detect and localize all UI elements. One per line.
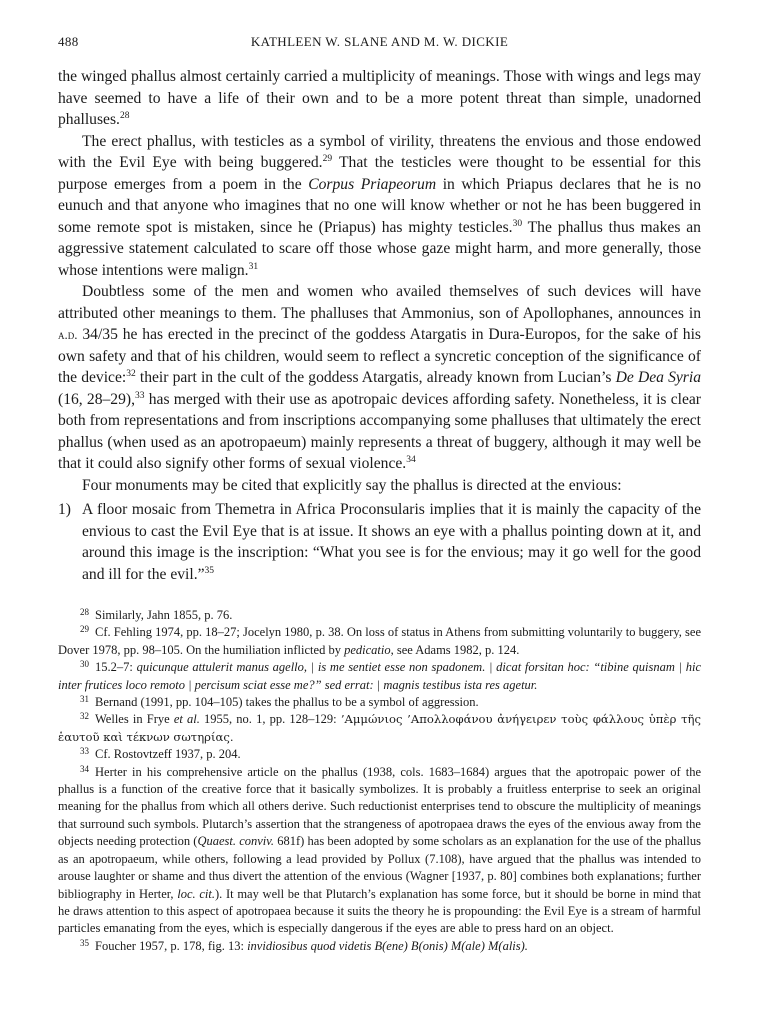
footnote-31 <box>58 694 701 711</box>
footnote-number: 28 <box>80 607 89 617</box>
text-run: (16, 28–29), <box>58 390 135 408</box>
footnote-ref-35: 35 <box>204 565 215 576</box>
item-text <box>82 499 701 585</box>
text-run: Doubtless some of the men and women who availed themselves of such devices will have attributed other meanings to them. The phalluses that Ammonius, son of Apollophanes, announces in <box>58 283 701 322</box>
text-run: the winged phallus almost certainly carried a multiplicity of meanings. Those with wings and legs may have seemed to have a life of their own and to be a more potent threat than simple, unadorned phalluses. <box>58 68 701 128</box>
footnote-ref-33: 33 <box>135 390 145 401</box>
greek-inscription: ’Αμμώνιος ’Απολλοφάνου ἀνήγειρεν τοὺς φάλλους ὑπὲρ τῆς ἑαυτοῦ καὶ τέκνων σωτηρίας. <box>58 712 701 744</box>
footnote-text: Herter in his comprehensive article on the phallus (1938, cols. 1683–1684) argues that the apotropaic power of the phallus is a function of the creative force that it basically symbolizes. It is probably a fruitless enterprise to seek an original meaning for the phallus from which all others derive. Such reductionist enterprises tend to obscure the multiplicity of meanings that surround such symbols. Plutarch’s assertion that the strangeness of apotropaea draws the eyes of the envious away from the objects needing protection ( <box>58 764 701 849</box>
text-run: A floor mosaic from Themetra in Africa Proconsularis implies that it is mainly the capacity of the envious to cast the Evil Eye that is at issue. It shows an eye with a phallus pointing down at it, and around this image is the inscription: “What you see is for the envious; may it go well for the good and ill for the evil.” <box>82 501 701 583</box>
item-number: 1) <box>58 501 71 518</box>
footnote-text: 15.2–7: <box>95 660 137 675</box>
footnote-ref-30: 30 <box>512 218 523 229</box>
page <box>58 34 701 955</box>
text-run: has merged with their use as apotropaic devices affording safety. Nonetheless, it is clear both from representations and from inscriptions accompanying some phalluses that ultimately the erect phallus (when used as an apotropaeum) mainly represents a threat of buggery, although it may well be that it could also signify other forms of sexual violence. <box>58 390 701 472</box>
footnotes <box>58 607 701 955</box>
footnote-number: 29 <box>80 624 89 635</box>
footnote-text: Welles in Frye <box>95 712 174 727</box>
footnote-text: , see Adams 1982, p. 124. <box>390 642 520 657</box>
footnote-italic: loc. cit. <box>177 886 215 901</box>
footnote-35 <box>58 938 701 955</box>
footnote-ref-32: 32 <box>126 369 136 379</box>
footnote-italic: quicunque attulerit manus agello, | is me sentiet esse non spadonem. | dicat forsitan hoc: “tibine quisnam | hic inter frutices loco remoto | percisum sciat esse me?” sed errat: | magnis testibus ista res agetur. <box>58 660 701 692</box>
text-run: their part in the cult of the goddess Atargatis, already known from Lucian’s <box>135 369 616 386</box>
text-run: 34/35 he has erected in the precinct of the goddess Atargatis in Dura-Europos, for the sake of his own safety and that of his children, would seem to reflect a syncretic conception of the significance of the device: <box>58 326 701 386</box>
footnote-italic: et al. <box>173 712 200 727</box>
footnote-number: 31 <box>80 694 89 705</box>
footnote-ref-29: 29 <box>322 154 333 164</box>
footnote-number: 30 <box>80 659 89 670</box>
footnote-text: Foucher 1957, p. 178, fig. 13: <box>95 938 248 953</box>
paragraph-1 <box>58 66 701 131</box>
main-text <box>58 66 701 585</box>
footnote-30 <box>58 659 701 694</box>
page-number: 488 <box>58 34 79 49</box>
footnote-ref-34: 34 <box>406 455 416 465</box>
paragraph-2 <box>58 131 701 282</box>
footnote-text: Similarly, Jahn 1855, p. 76. <box>95 608 233 622</box>
footnote-ref-31: 31 <box>248 261 259 272</box>
footnote-text: Bernand (1991, pp. 104–105) takes the phallus to be a symbol of aggression. <box>95 695 479 710</box>
footnote-ref-28: 28 <box>119 111 130 121</box>
text-run: That the testicles were thought to be essential for this purpose emerges from a poem in the <box>58 154 701 193</box>
footnote-italic: pedicatio <box>344 642 391 657</box>
footnote-italic: invidiosibus quod videtis B(ene) B(onis) M(ale) M(alis). <box>247 938 528 953</box>
italic-title: De Dea Syria <box>615 369 702 386</box>
footnote-number: 32 <box>80 711 89 722</box>
small-caps-era: a.d. <box>58 327 78 342</box>
footnote-29 <box>58 624 701 659</box>
footnote-text: 681f) has been adopted by some scholars as an explanation for the use of the phallus as an apotropaeum, while others, following a lead provided by Pollux (7.108), have argued that the phallus was intended to arouse laughter or shame and thus divert the attention of the envious (Wagner [1937, p. 80] combines both explanations; further bibliography in Herter, <box>58 834 701 901</box>
footnote-text: Cf. Rostovtzeff 1937, p. 204. <box>95 747 241 762</box>
italic-title: Corpus Priapeorum <box>308 175 437 193</box>
footnote-number: 35 <box>80 937 89 948</box>
footnote-text: ). It may well be that Plutarch’s explanation has some force, but it should be borne in mind that he draws attention to this aspect of apotropaea because it suits the theory he is propounding: the Evil Eye is a stream of harmful particles emanating from the eyes, which is especially dangerous if the eyes are able to press hard on an object. <box>58 886 701 936</box>
running-title: KATHLEEN W. SLANE AND M. W. DICKIE <box>250 34 509 49</box>
footnote-34 <box>58 764 701 938</box>
footnote-28 <box>58 607 701 624</box>
footnote-number: 33 <box>80 746 89 757</box>
running-header <box>58 34 701 56</box>
text-run: in which Priapus declares that he is no eunuch and that anyone who imagines that no one will know whether or not he has been buggered in some remote spot is mistaken, since he (Priapus) has mighty testicles. <box>58 175 701 236</box>
footnote-text: 1955, no. 1, pp. 128–129: <box>199 712 341 727</box>
text-run: Four monuments may be cited that explicitly say the phallus is directed at the envious: <box>82 476 622 494</box>
footnote-text: Cf. Fehling 1974, pp. 18–27; Jocelyn 1980, p. 38. On loss of status in Athens from submitting voluntarily to buggery, see Dover 1978, pp. 98–105. On the humiliation inflicted by <box>58 625 701 657</box>
footnote-32 <box>58 711 701 746</box>
footnote-italic: Quaest. conviv. <box>197 834 275 849</box>
footnote-33 <box>58 746 701 763</box>
text-run: The phallus thus makes an aggressive statement calculated to scare off those whose gaze might harm, and more generally, those whose intentions were malign. <box>58 218 701 279</box>
text-run: The erect phallus, with testicles as a symbol of virility, threatens the envious and those endowed with the Evil Eye with being buggered. <box>58 132 701 171</box>
paragraph-4 <box>58 475 701 497</box>
paragraph-3 <box>58 281 701 475</box>
footnote-number: 34 <box>80 763 89 774</box>
enumerated-item-1 <box>58 499 701 585</box>
